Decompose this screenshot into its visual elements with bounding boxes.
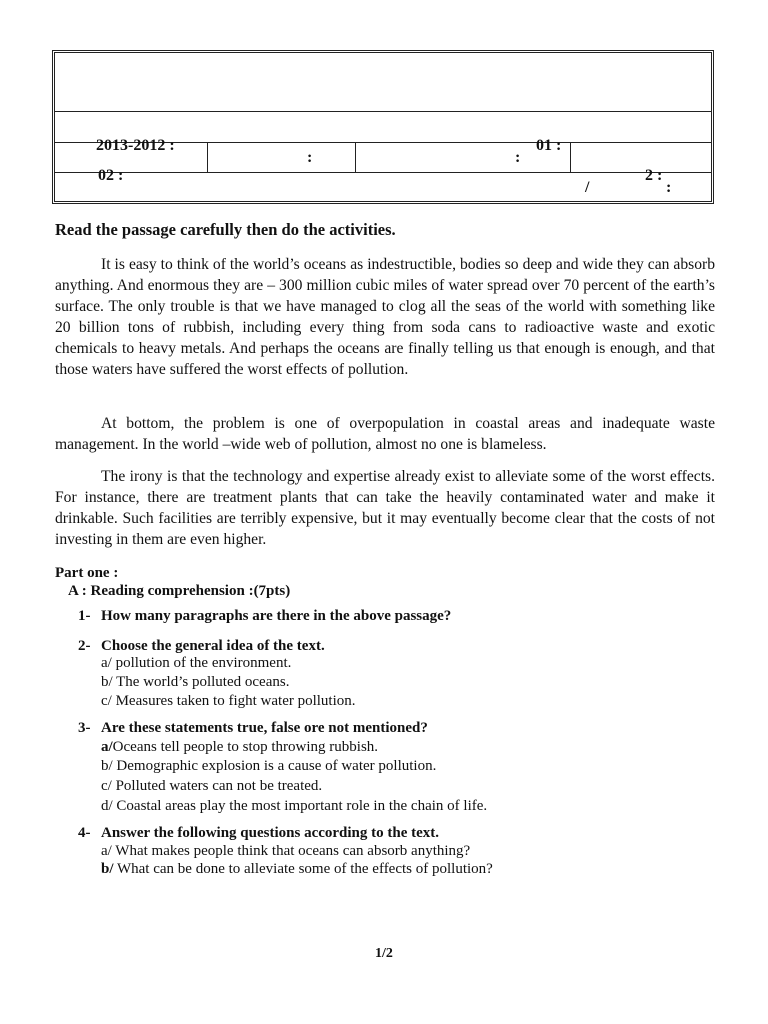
question-text: Are these statements true, false ore not mentioned? bbox=[101, 720, 428, 736]
question-text: How many paragraphs are there in the above passage? bbox=[101, 608, 452, 624]
answer-option: a/ What makes people think that oceans can absorb anything? bbox=[101, 843, 471, 859]
answer-option: c/ Polluted waters can not be treated. bbox=[101, 778, 323, 794]
colon: : bbox=[169, 137, 175, 154]
question-number: 4- bbox=[78, 825, 91, 841]
option-prefix: a/ bbox=[101, 739, 113, 755]
question-text: Choose the general idea of the text. bbox=[101, 638, 325, 654]
question-number: 2- bbox=[78, 638, 91, 654]
year-label: 2013-2012 bbox=[96, 137, 166, 154]
header-field-02 bbox=[82, 149, 123, 203]
colon: : bbox=[657, 167, 663, 184]
question-text: Answer the following questions according to the text. bbox=[101, 825, 440, 841]
field-01-label: 01 bbox=[536, 137, 552, 154]
column-divider bbox=[570, 142, 571, 172]
field-2-label: 2 bbox=[645, 167, 653, 184]
part-one-heading: Part one : bbox=[55, 565, 119, 581]
option-prefix: b/ bbox=[101, 861, 114, 877]
slash: / bbox=[585, 179, 590, 196]
answer-option: b/ The world’s polluted oceans. bbox=[101, 674, 290, 690]
answer-option: a/ pollution of the environment. bbox=[101, 655, 292, 671]
section-a-heading: A : Reading comprehension :(7pts) bbox=[68, 583, 291, 599]
answer-option: b/ Demographic explosion is a cause of water pollution. bbox=[101, 758, 437, 774]
question-number: 3- bbox=[78, 720, 91, 736]
field-02-label: 02 bbox=[98, 167, 114, 184]
colon: : bbox=[666, 179, 672, 196]
answer-option: d/ Coastal areas play the most important role in the chain of life. bbox=[101, 798, 488, 814]
exam-header-box bbox=[52, 50, 714, 204]
passage-paragraph: The irony is that the technology and expertise already exist to alleviate some of the worst effects. For instance, there are treatment plants that can take the heavily contaminated water and make it drinkable. Such facilities are terribly expensive, but it may eventually become clear that the costs of not investing in them are even higher. bbox=[55, 468, 715, 548]
header-divider bbox=[55, 111, 711, 112]
instruction-title: Read the passage carefully then do the activities. bbox=[55, 220, 396, 239]
option-text: What can be done to alleviate some of the effects of pollution? bbox=[113, 861, 493, 877]
colon: : bbox=[307, 149, 313, 166]
answer-option bbox=[101, 861, 493, 878]
column-divider bbox=[207, 142, 208, 172]
colon: : bbox=[118, 167, 124, 184]
answer-option: c/ Measures taken to fight water pollution. bbox=[101, 693, 356, 709]
header-field-2 bbox=[629, 149, 662, 203]
column-divider bbox=[355, 142, 356, 172]
colon: : bbox=[515, 149, 521, 166]
question-number: 1- bbox=[78, 608, 91, 624]
colon: : bbox=[556, 137, 562, 154]
answer-option bbox=[101, 739, 378, 756]
header-field-01 bbox=[520, 119, 561, 173]
passage-paragraph: At bottom, the problem is one of overpopulation in coastal areas and inadequate waste management. In the world –wide web of pollution, almost no one is blameless. bbox=[55, 415, 715, 453]
passage-paragraph: It is easy to think of the world’s oceans as indestructible, bodies so deep and wide they can absorb anything. And enormous they are – 300 million cubic miles of water spread over 70 percent of the earth’s surface. The only trouble is that we have managed to clog all the seas of the world with something like 20 billion tons of rubbish, including every thing from soda cans to radioactive waste and exotic chemicals to heavy metals. And perhaps the oceans are finally telling us that enough is enough, and that those waters have suffered the worst effects of pollution. bbox=[55, 256, 715, 378]
page-number: 1/2 bbox=[375, 946, 393, 961]
option-text: Oceans tell people to stop throwing rubbish. bbox=[112, 739, 379, 755]
